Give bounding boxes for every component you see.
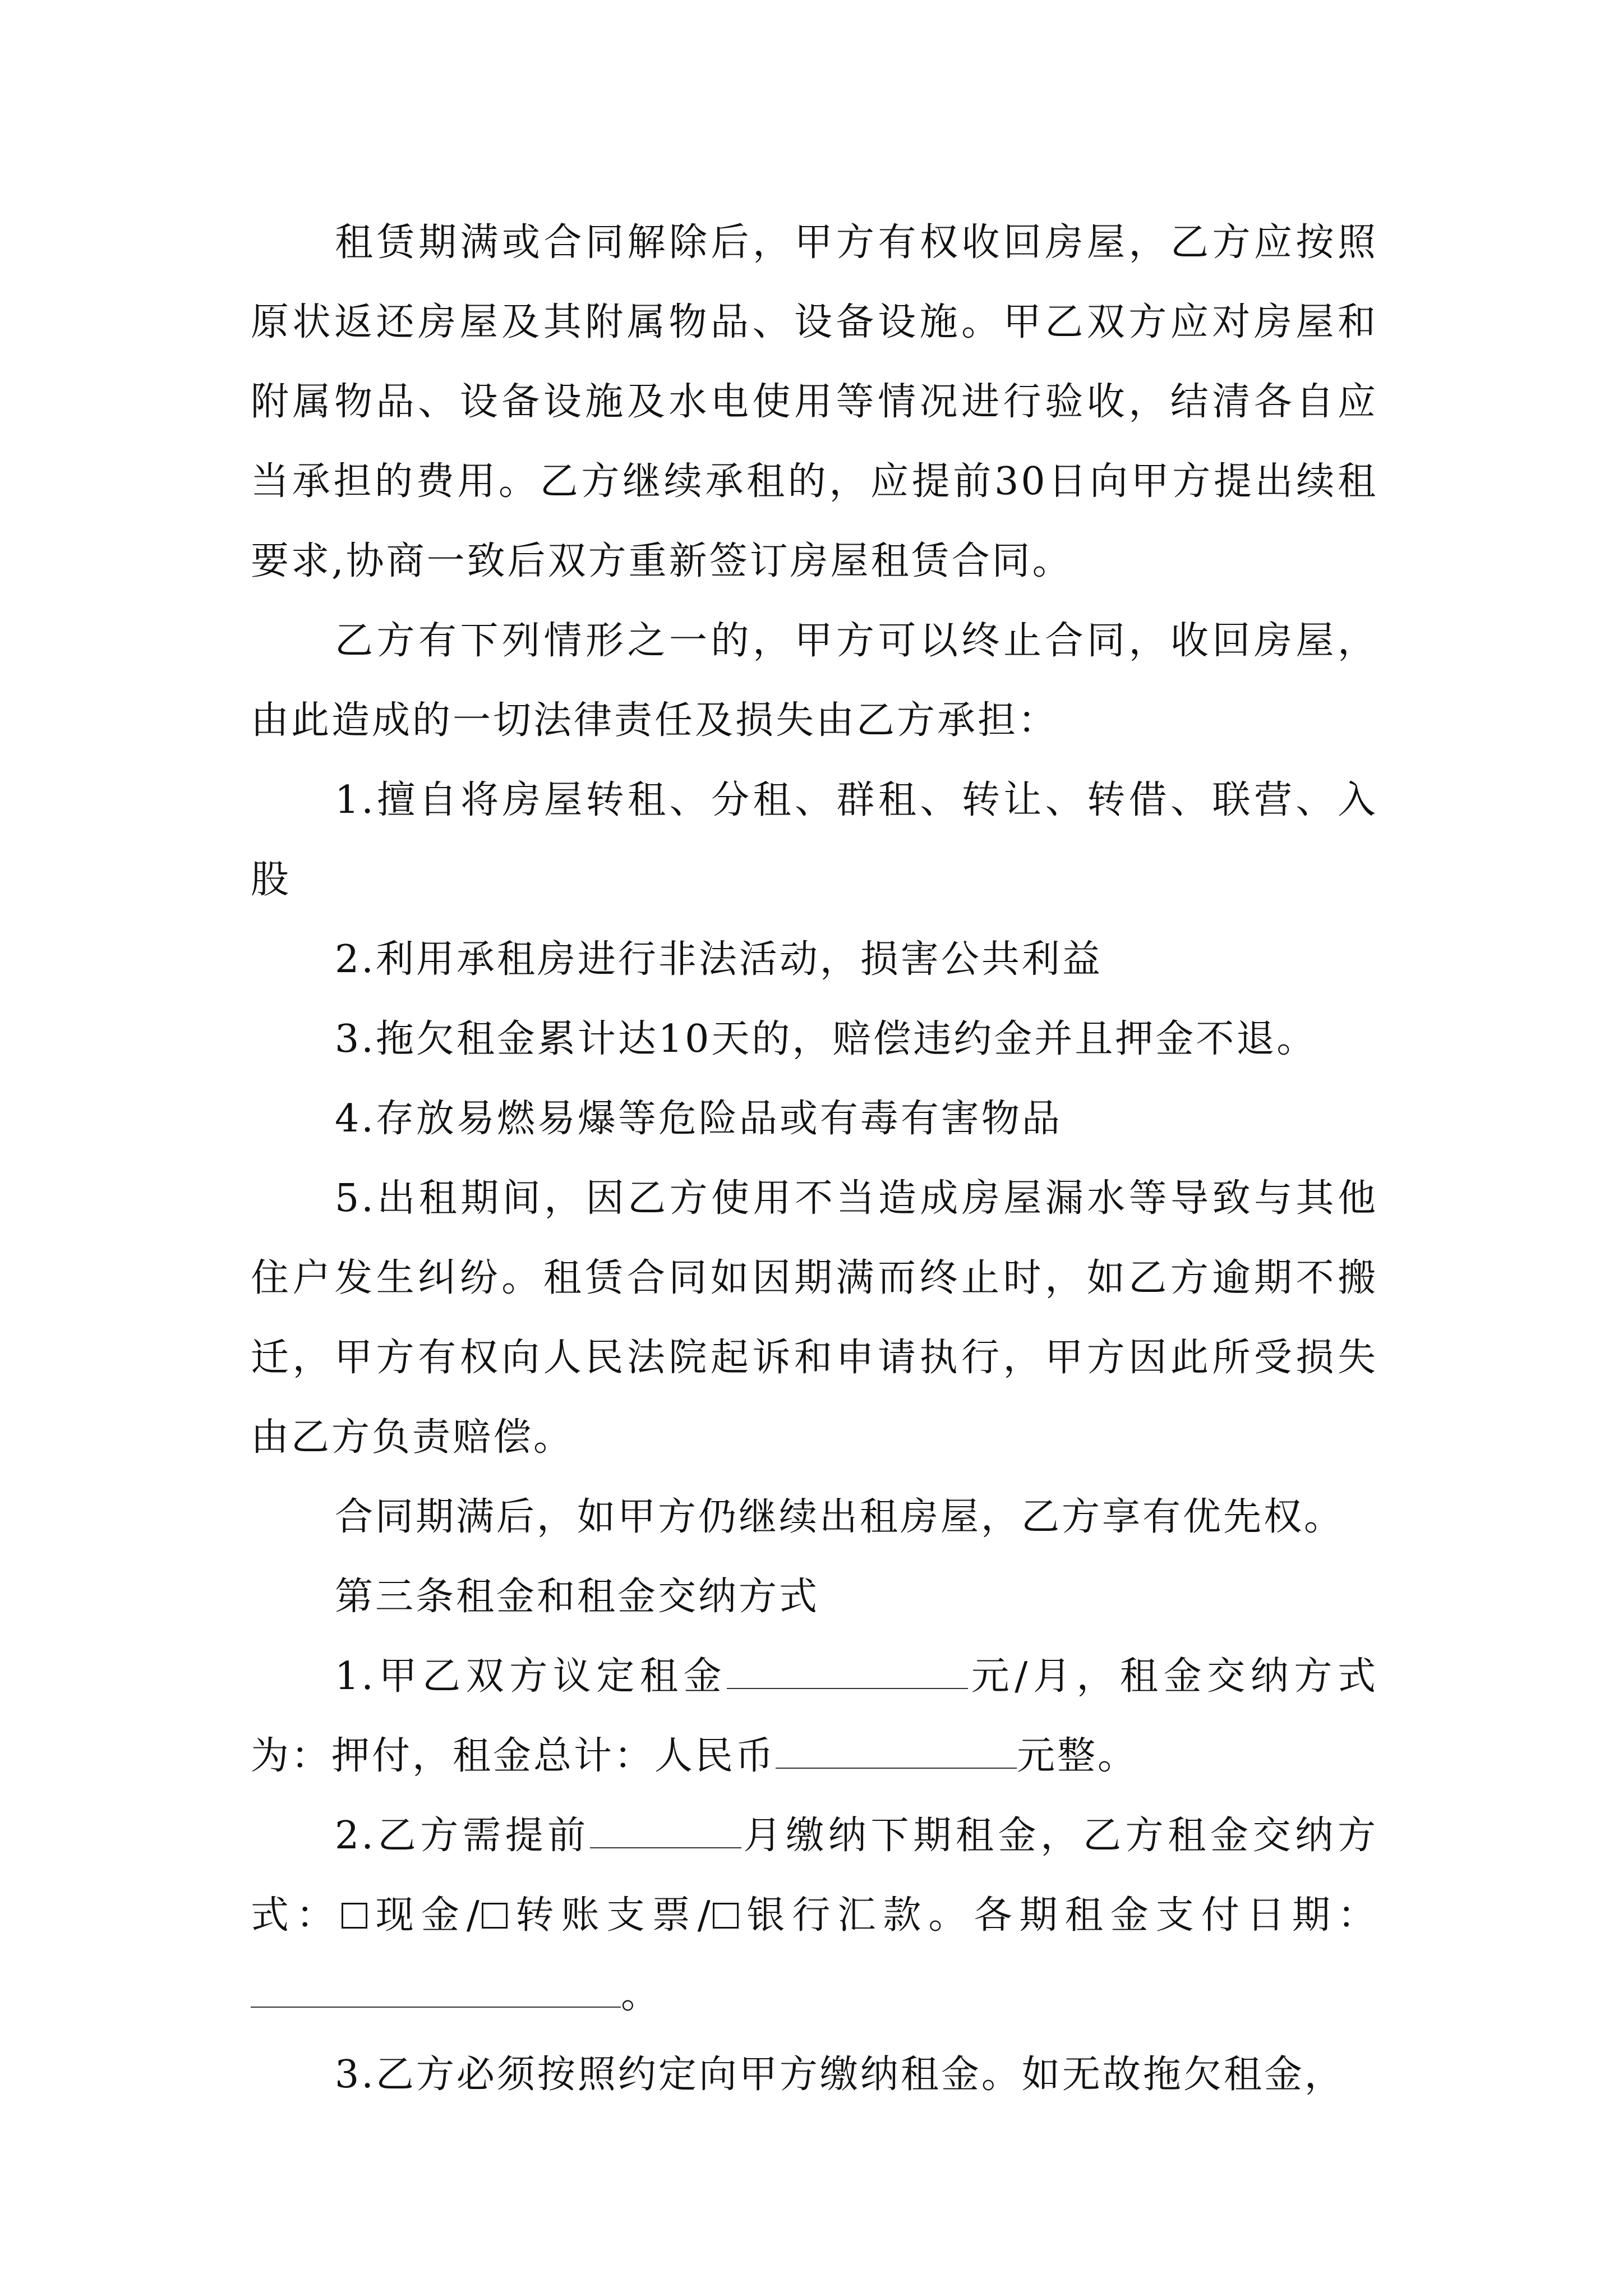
list-item-disputes: 5.出租期间，因乙方使用不当造成房屋漏水等导致与其他住户发生纠纷。租赁合同如因期满而终止时，如乙方逾期不搬迁，甲方有权向人民法院起诉和申请执行，甲方因此所受损失由乙方负责赔偿。 xyxy=(251,1176,1378,1460)
cash-checkbox[interactable] xyxy=(342,1903,367,1929)
list-item-rent-arrears: 3.拖欠租金累计达10天的，赔偿违约金并且押金不退。 xyxy=(335,1017,1317,1061)
transfer-check-checkbox[interactable] xyxy=(482,1903,508,1929)
section-heading-article-3: 第三条租金和租金交纳方式 xyxy=(335,1575,820,1619)
monthly-rent-blank[interactable] xyxy=(727,1654,968,1689)
paragraph-priority-right: 合同期满后，如甲方仍继续出租房屋，乙方享有优先权。 xyxy=(335,1495,1345,1539)
rent-clause-text-1: 1.甲乙双方议定租金 xyxy=(335,1654,727,1699)
list-item-illegal-activity: 2.利用承租房进行非法活动，损害公共利益 xyxy=(335,937,1103,982)
payment-clause-text-1: 2.乙方需提前 xyxy=(335,1814,590,1858)
paragraph-rent-obligation: 3.乙方必须按照约定向甲方缴纳租金。如无故拖欠租金， xyxy=(335,2053,1345,2097)
paragraph-payment-method xyxy=(251,1796,1378,2035)
rent-clause-text-3: 元整。 xyxy=(1017,1734,1138,1778)
list-item-sublet: 1.擅自将房屋转租、分租、群租、转让、转借、联营、入股 xyxy=(251,778,1378,902)
total-rent-blank[interactable] xyxy=(776,1733,1017,1769)
advance-months-blank[interactable] xyxy=(590,1813,741,1848)
option-transfer-label: 转账支票/ xyxy=(510,1893,713,1938)
option-cash-label: 现金/ xyxy=(370,1893,482,1938)
payment-date-blank[interactable] xyxy=(251,1972,621,2008)
paragraph-termination-intro: 乙方有下列情形之一的，甲方可以终止合同，收回房屋，由此造成的一切法律责任及损失由乙方承担： xyxy=(251,619,1378,743)
list-item-hazardous-items: 4.存放易燃易爆等危险品或有毒有害物品 xyxy=(335,1097,1062,1141)
rent-clause-text-2: 元/月，租金交纳方式为：押付，租金总计：人民币 xyxy=(251,1654,1378,1778)
contract-body xyxy=(251,203,1378,2115)
option-bank-label: 银行汇款。各期租金支付日期： xyxy=(741,1893,1378,1938)
bank-remittance-checkbox[interactable] xyxy=(713,1903,739,1929)
paragraph-lease-expiry: 租赁期满或合同解除后，甲方有权收回房屋，乙方应按照原状返还房屋及其附属物品、设备设施。甲乙双方应对房屋和附属物品、设备设施及水电使用等情况进行验收，结清各自应当承担的费用。乙方继续承租的，应提前30日向甲方提出续租要求,协商一致后双方重新签订房屋租赁合同。 xyxy=(251,220,1378,583)
paragraph-rent-amount xyxy=(251,1637,1378,1796)
payment-clause-end: 。 xyxy=(621,1973,662,2017)
payment-clause-text-2: 月缴纳下期租金，乙方租金交纳方式： xyxy=(251,1814,1378,1938)
